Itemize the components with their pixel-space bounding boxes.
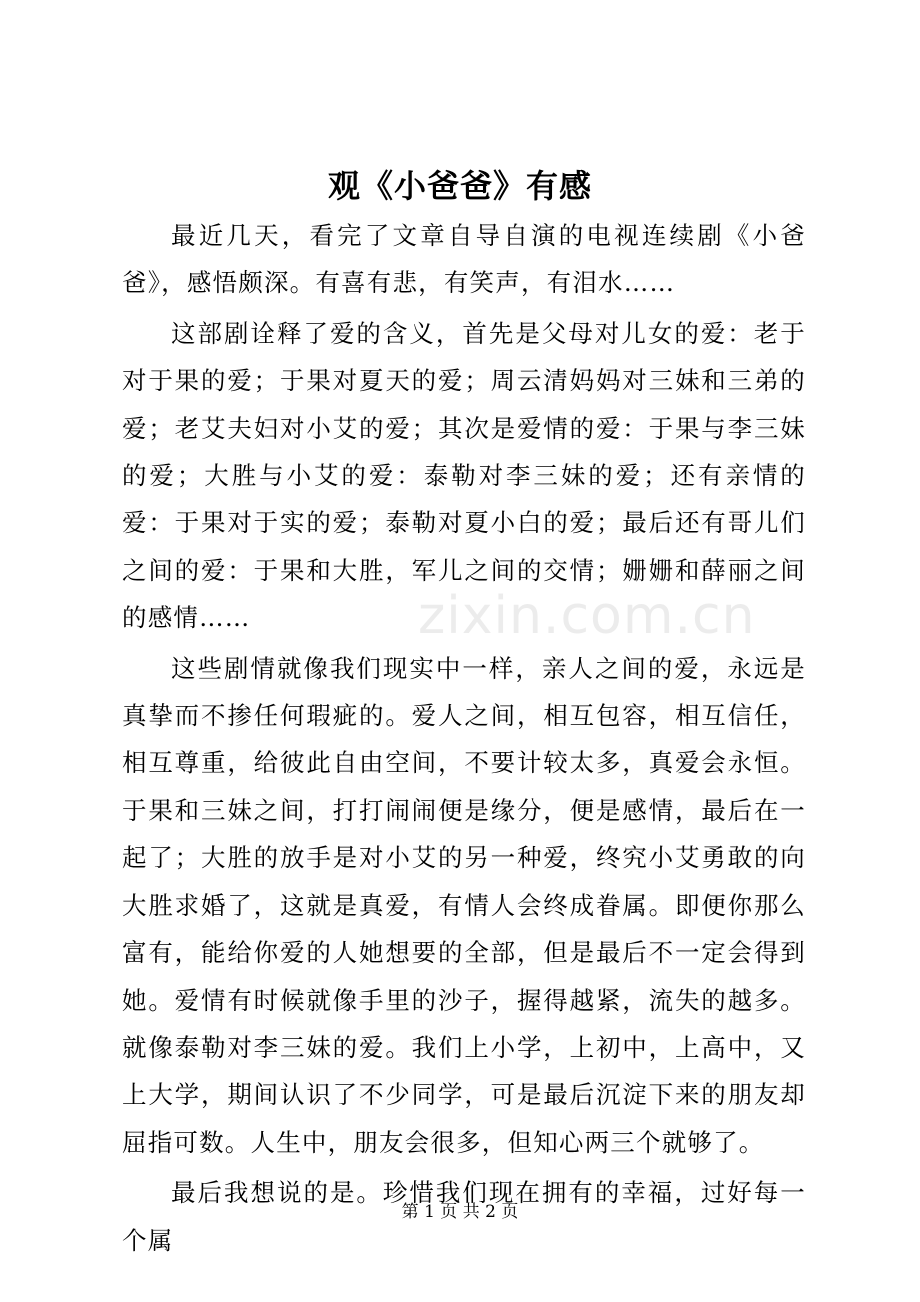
paragraph-1: 最近几天，看完了文章自导自演的电视连续剧《小爸爸》，感悟颇深。有喜有悲，有笑声，有泪水…… xyxy=(122,221,806,298)
watermark: zixin.com.cn xyxy=(418,586,756,646)
page-footer: 第 1 页 共 2 页 xyxy=(401,1202,519,1222)
document-body xyxy=(122,212,806,1267)
paragraph-2: 这部剧诠释了爱的含义，首先是父母对儿女的爱：老于对于果的爱；于果对夏天的爱；周云清妈妈对三妹和三弟的爱；老艾夫妇对小艾的爱；其次是爱情的爱：于果与李三妹的爱；大胜与小艾的爱：泰勒对李三妹的爱；还有亲情的爱：于果对于实的爱；泰勒对夏小白的爱；最后还有哥儿们之间的爱：于果和大胜，军儿之间的交情；姗姗和薛丽之间的感情…… xyxy=(122,318,806,633)
paragraph-4: 最后我想说的是。珍惜我们现在拥有的幸福，过好每一个属 xyxy=(122,1178,806,1255)
paragraph-3: 这些剧情就像我们现实中一样，亲人之间的爱，永远是真挚而不掺任何瑕疵的。爱人之间，相互包容，相互信任，相互尊重，给彼此自由空间，不要计较太多，真爱会永恒。于果和三妹之间，打打闹闹便是缘分，便是感情，最后在一起了；大胜的放手是对小艾的另一种爱，终究小艾勇敢的向大胜求婚了，这就是真爱，有情人会终成眷属。即便你那么富有，能给你爱的人她想要的全部，但是最后不一定会得到她。爱情有时候就像手里的沙子，握得越紧，流失的越多。就像泰勒对李三妹的爱。我们上小学，上初中，上高中，又上大学，期间认识了不少同学，可是最后沉淀下来的朋友却屈指可数。人生中，朋友会很多，但知心两三个就够了。 xyxy=(122,653,806,1157)
document-title: 观《小爸爸》有感 xyxy=(327,167,592,205)
